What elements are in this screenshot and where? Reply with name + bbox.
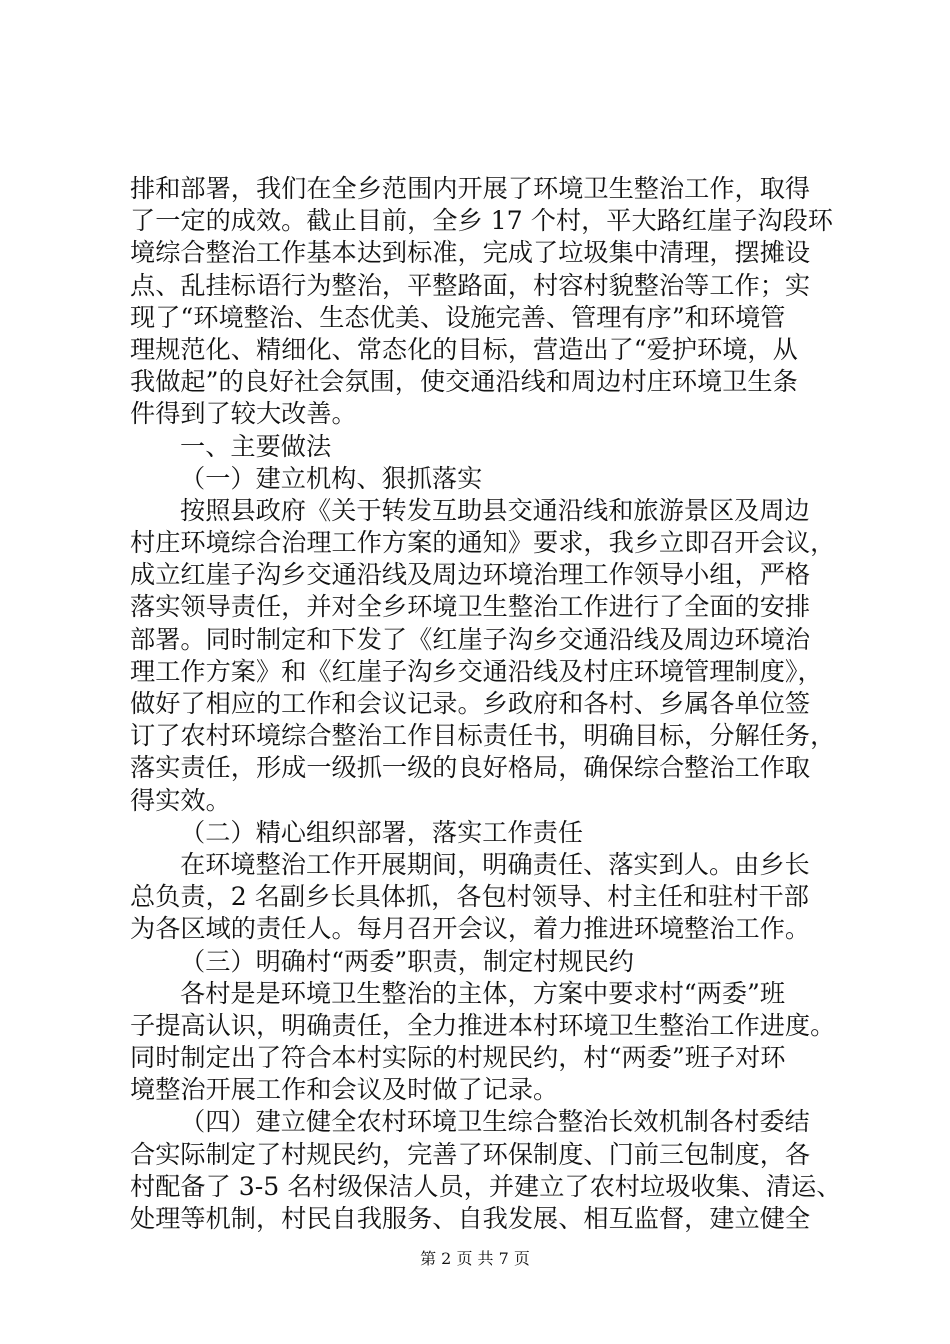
- text-line: 各村是是环境卫生整治的主体，方案中要求村“两委”班: [180, 978, 786, 1008]
- text-line: 排和部署，我们在全乡范围内开展了环境卫生整治工作，取得: [130, 174, 811, 203]
- text-line: 村配备了 3-5 名村级保洁人员，并建立了农村垃圾收集、清运、: [130, 1171, 842, 1201]
- text-line: （一）建立机构、狠抓落实: [180, 463, 483, 493]
- text-line: 落实领导责任，并对全乡环境卫生整治工作进行了全面的安排: [130, 592, 811, 622]
- document-body: [130, 173, 842, 1235]
- text-line: 件得到了较大改善。: [130, 399, 357, 429]
- text-line: 落实责任，形成一级抓一级的良好格局，确保综合整治工作取: [130, 753, 811, 783]
- text-line: 点、乱挂标语行为整治，平整路面，村容村貌整治等工作；实: [130, 270, 811, 300]
- text-line: 为各区域的责任人。每月召开会议，着力推进环境整治工作。: [130, 914, 811, 944]
- text-line: 一、主要做法: [180, 431, 332, 461]
- page-footer: 第 2 页 共 7 页: [420, 1249, 530, 1268]
- text-line: 境整治开展工作和会议及时做了记录。: [130, 1075, 559, 1105]
- text-line: 理规范化、精细化、常态化的目标，营造出了“爱护环境，从: [130, 334, 798, 364]
- text-line: 订了农村环境综合整治工作目标责任书，明确目标，分解任务，: [130, 721, 836, 751]
- text-line: 了一定的成效。截止目前，全乡 17 个村，平大路红崖子沟段环: [130, 206, 833, 236]
- text-line: 我做起”的良好社会氛围，使交通沿线和周边村庄环境卫生条: [130, 367, 798, 397]
- text-line: 子提高认识，明确责任，全力推进本村环境卫生整治工作进度。: [130, 1010, 836, 1040]
- text-line: 处理等机制，村民自我服务、自我发展、相互监督，建立健全: [130, 1204, 811, 1233]
- text-line: （三）明确村“两委”职责，制定村规民约: [180, 946, 634, 976]
- text-line: 按照县政府《关于转发互助县交通沿线和旅游景区及周边: [180, 495, 810, 525]
- text-line: 同时制定出了符合本村实际的村规民约，村“两委”班子对环: [130, 1043, 786, 1073]
- text-line: 村庄环境综合治理工作方案的通知》要求，我乡立即召开会议，: [130, 528, 836, 558]
- text-line: （四）建立健全农村环境卫生综合整治长效机制各村委结: [180, 1107, 810, 1137]
- text-line: （二）精心组织部署，落实工作责任: [180, 817, 583, 847]
- text-line: 成立红崖子沟乡交通沿线及周边环境治理工作领导小组，严格: [130, 560, 811, 590]
- text-line: 总负责，2 名副乡长具体抓，各包村领导、村主任和驻村干部: [130, 882, 809, 912]
- text-line: 做好了相应的工作和会议记录。乡政府和各村、乡属各单位签: [130, 689, 811, 718]
- text-line: 理工作方案》和《红崖子沟乡交通沿线及村庄环境管理制度》，: [130, 656, 823, 686]
- text-line: 部署。同时制定和下发了《红崖子沟乡交通沿线及周边环境治: [130, 624, 811, 654]
- text-line: 合实际制定了村规民约，完善了环保制度、门前三包制度，各: [130, 1139, 811, 1169]
- text-line: 现了“环境整治、生态优美、设施完善、管理有序”和环境管: [130, 302, 786, 332]
- text-line: 境综合整治工作基本达到标准，完成了垃圾集中清理，摆摊设: [130, 238, 811, 268]
- text-line: 在环境整治工作开展期间，明确责任、落实到人。由乡长: [180, 849, 810, 879]
- text-line: 得实效。: [130, 785, 231, 815]
